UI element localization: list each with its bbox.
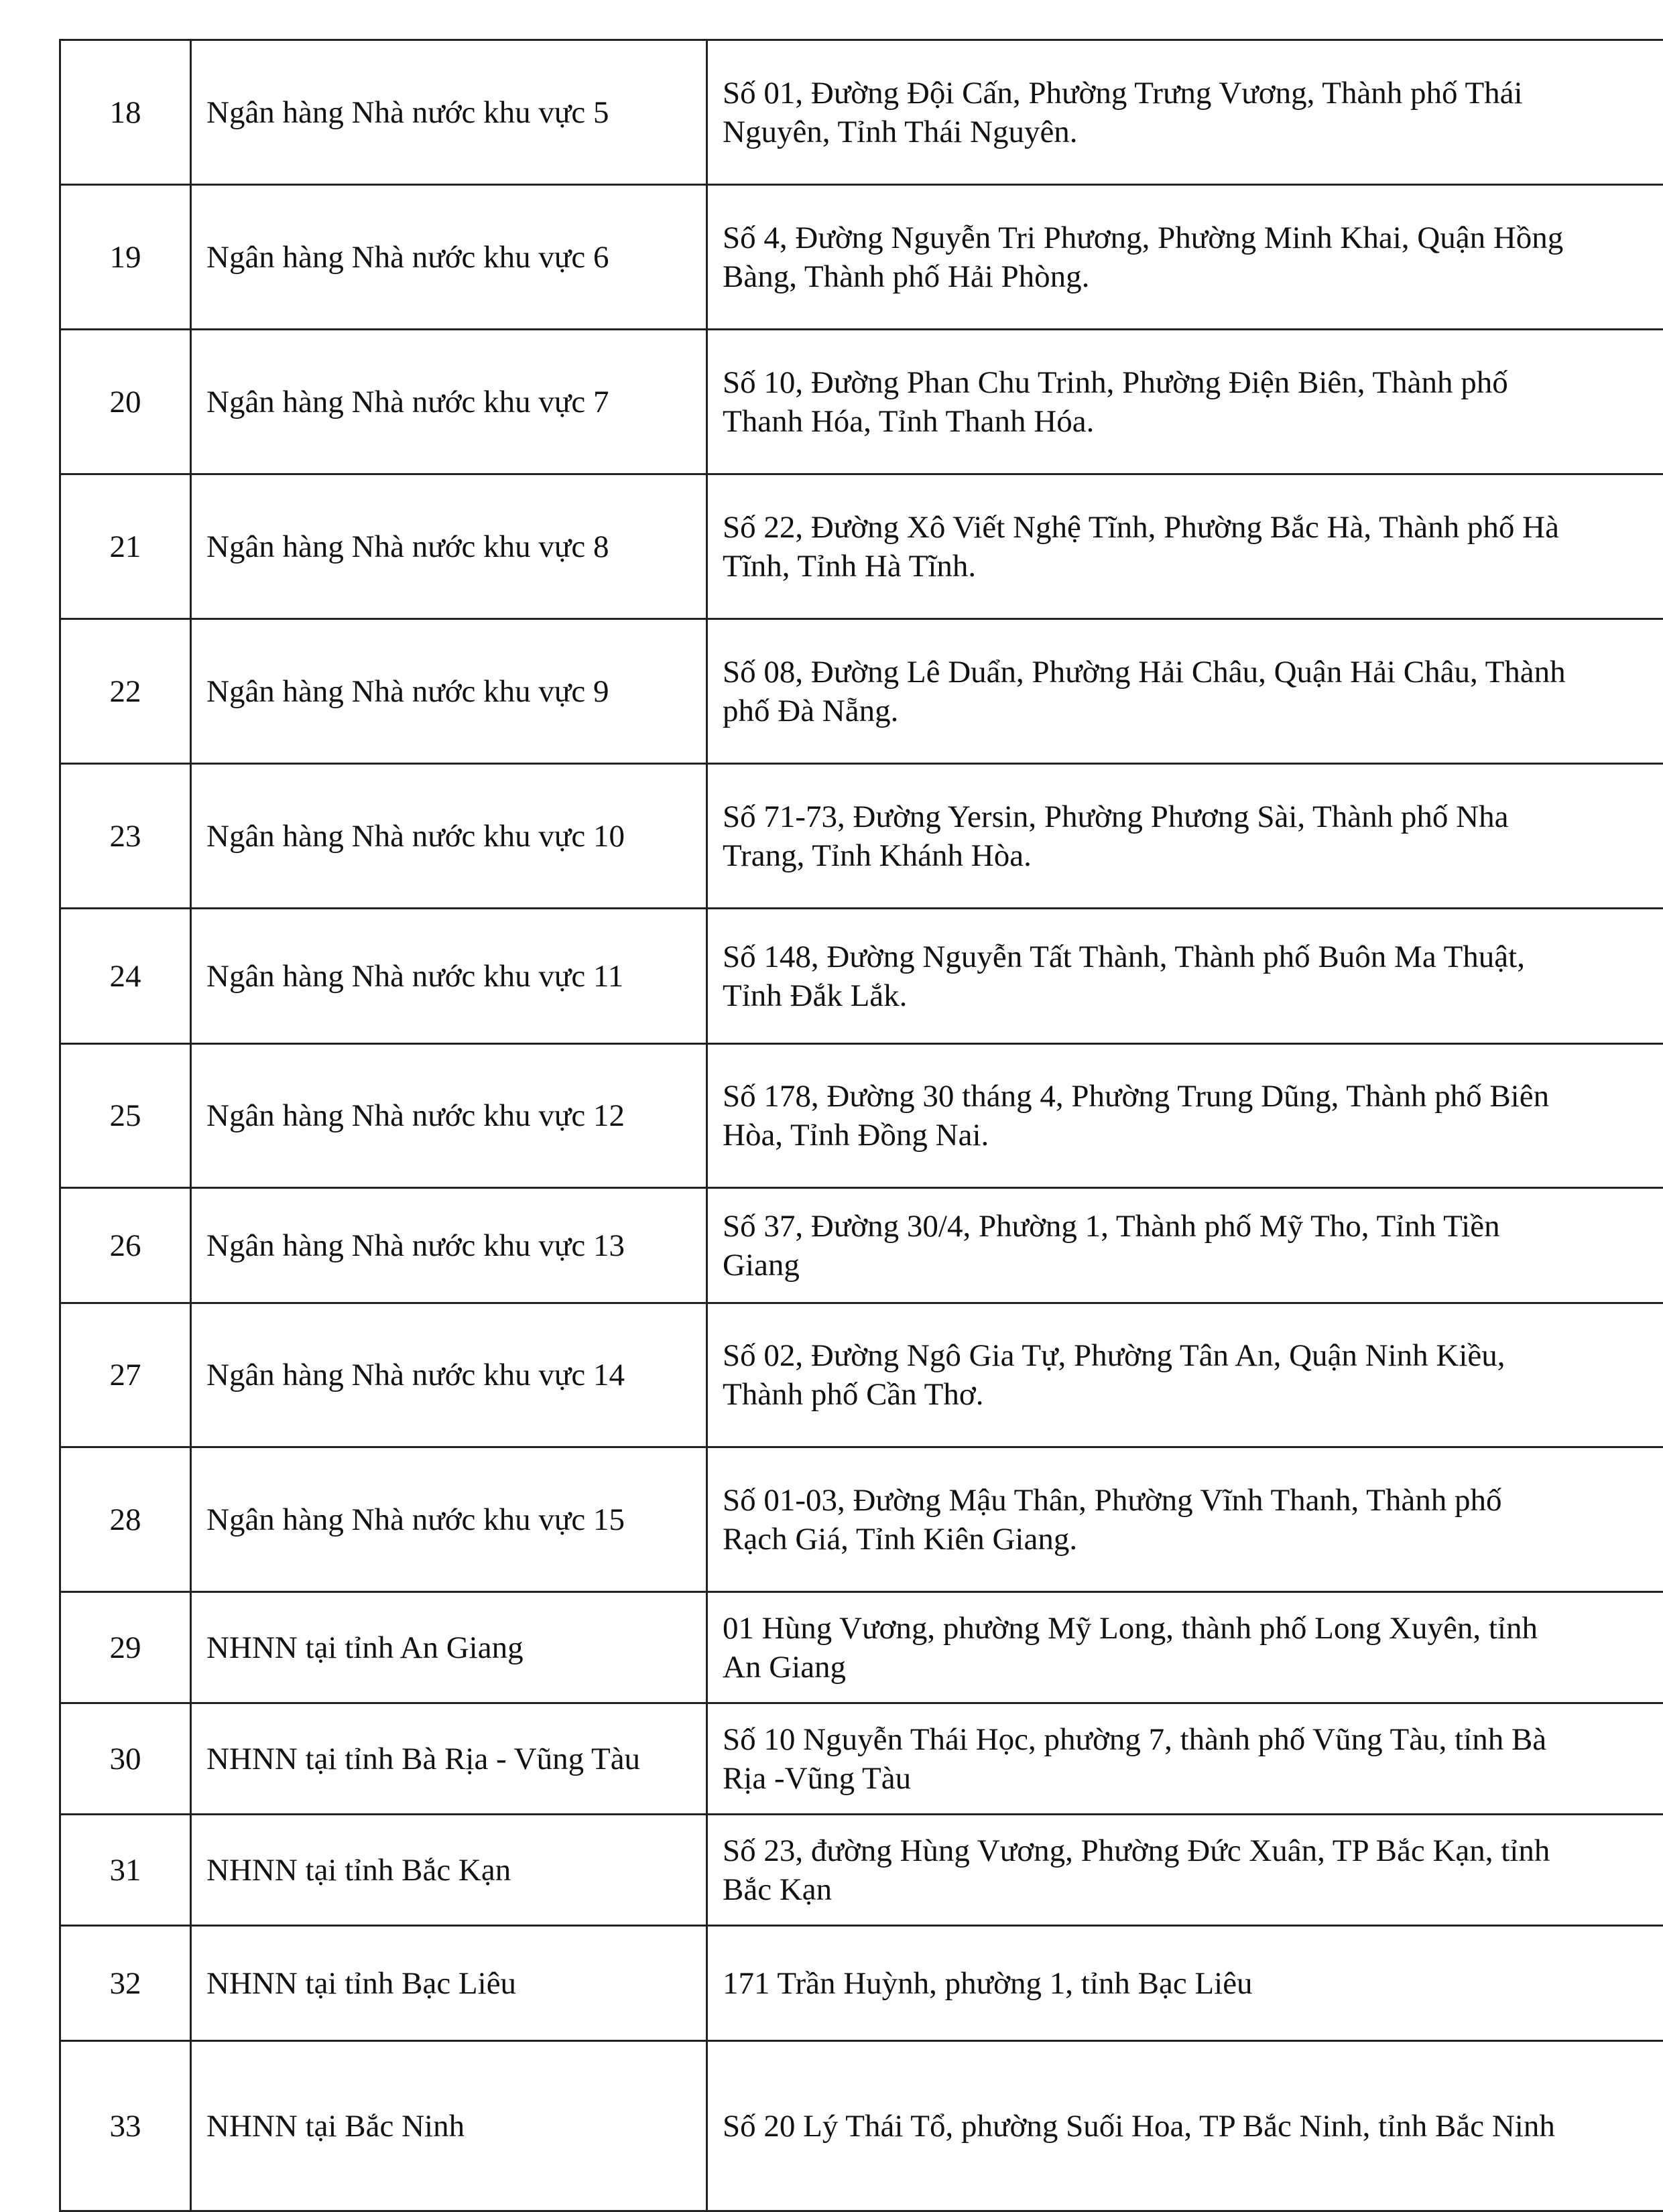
row-number: 18 <box>60 40 191 185</box>
branch-address <box>707 185 1663 330</box>
branch-name: NHNN tại tỉnh Bà Rịa - Vũng Tàu <box>191 1703 707 1815</box>
address-line: phố Đà Nẵng. <box>723 692 1656 730</box>
row-number: 22 <box>60 619 191 764</box>
branch-address <box>707 1926 1663 2041</box>
table-row <box>60 1044 1663 1188</box>
table-row <box>60 1447 1663 1592</box>
address-line: Số 08, Đường Lê Duẩn, Phường Hải Châu, Quận Hải Châu, Thành <box>723 653 1656 692</box>
table-row <box>60 909 1663 1044</box>
row-number: 27 <box>60 1303 191 1447</box>
address-line: Số 23, đường Hùng Vương, Phường Đức Xuân, TP Bắc Kạn, tỉnh <box>723 1831 1656 1870</box>
branch-address <box>707 40 1663 185</box>
address-line: Nguyên, Tỉnh Thái Nguyên. <box>723 113 1656 151</box>
branch-address <box>707 1592 1663 1703</box>
table-body <box>60 40 1663 2211</box>
address-line: 171 Trần Huỳnh, phường 1, tỉnh Bạc Liêu <box>723 1964 1656 2003</box>
branch-address <box>707 1815 1663 1926</box>
branch-address <box>707 474 1663 619</box>
address-line: Số 37, Đường 30/4, Phường 1, Thành phố Mỹ Tho, Tỉnh Tiền <box>723 1207 1656 1246</box>
row-number: 23 <box>60 764 191 909</box>
address-line: Bàng, Thành phố Hải Phòng. <box>723 257 1656 296</box>
row-number: 20 <box>60 330 191 474</box>
branch-name: NHNN tại Bắc Ninh <box>191 2041 707 2211</box>
table-row <box>60 330 1663 474</box>
address-line: 01 Hùng Vương, phường Mỹ Long, thành phố Long Xuyên, tỉnh <box>723 1609 1656 1648</box>
address-line: Thanh Hóa, Tỉnh Thanh Hóa. <box>723 402 1656 441</box>
address-line: Rịa -Vũng Tàu <box>723 1759 1656 1798</box>
address-line: Tỉnh Đắk Lắk. <box>723 976 1656 1015</box>
branch-name: Ngân hàng Nhà nước khu vực 15 <box>191 1447 707 1592</box>
address-line: Số 4, Đường Nguyễn Tri Phương, Phường Minh Khai, Quận Hồng <box>723 218 1656 257</box>
row-number: 26 <box>60 1188 191 1303</box>
branch-address <box>707 330 1663 474</box>
row-number: 25 <box>60 1044 191 1188</box>
table-row <box>60 40 1663 185</box>
address-line: Số 178, Đường 30 tháng 4, Phường Trung Dũng, Thành phố Biên <box>723 1077 1656 1116</box>
row-number: 30 <box>60 1703 191 1815</box>
address-line: Số 02, Đường Ngô Gia Tự, Phường Tân An, Quận Ninh Kiều, <box>723 1336 1656 1375</box>
row-number: 19 <box>60 185 191 330</box>
table-row <box>60 764 1663 909</box>
address-line: Bắc Kạn <box>723 1870 1656 1909</box>
address-line: Tĩnh, Tỉnh Hà Tĩnh. <box>723 547 1656 586</box>
table-row <box>60 619 1663 764</box>
branch-address <box>707 2041 1663 2211</box>
branch-name: Ngân hàng Nhà nước khu vực 14 <box>191 1303 707 1447</box>
branch-name: Ngân hàng Nhà nước khu vực 6 <box>191 185 707 330</box>
row-number: 28 <box>60 1447 191 1592</box>
row-number: 31 <box>60 1815 191 1926</box>
address-line: Số 10 Nguyễn Thái Học, phường 7, thành phố Vũng Tàu, tỉnh Bà <box>723 1720 1656 1759</box>
branch-address <box>707 1188 1663 1303</box>
table-row <box>60 1703 1663 1815</box>
document-page <box>59 39 1605 2212</box>
address-line: Số 20 Lý Thái Tổ, phường Suối Hoa, TP Bắc Ninh, tỉnh Bắc Ninh <box>723 2107 1656 2146</box>
branch-name: Ngân hàng Nhà nước khu vực 9 <box>191 619 707 764</box>
branch-name: NHNN tại tỉnh An Giang <box>191 1592 707 1703</box>
table-row <box>60 185 1663 330</box>
branch-address <box>707 1303 1663 1447</box>
branch-name: Ngân hàng Nhà nước khu vực 12 <box>191 1044 707 1188</box>
address-line: Số 01, Đường Đội Cấn, Phường Trưng Vương, Thành phố Thái <box>723 74 1656 113</box>
branch-address <box>707 1447 1663 1592</box>
table-row <box>60 1815 1663 1926</box>
row-number: 29 <box>60 1592 191 1703</box>
branch-address-table <box>59 39 1663 2212</box>
table-row <box>60 1926 1663 2041</box>
address-line: Rạch Giá, Tỉnh Kiên Giang. <box>723 1520 1656 1559</box>
address-line: Hòa, Tỉnh Đồng Nai. <box>723 1116 1656 1155</box>
row-number: 33 <box>60 2041 191 2211</box>
branch-address <box>707 1044 1663 1188</box>
address-line: Số 01-03, Đường Mậu Thân, Phường Vĩnh Thanh, Thành phố <box>723 1481 1656 1520</box>
branch-name: Ngân hàng Nhà nước khu vực 10 <box>191 764 707 909</box>
table-row <box>60 2041 1663 2211</box>
branch-name: Ngân hàng Nhà nước khu vực 8 <box>191 474 707 619</box>
address-line: Giang <box>723 1246 1656 1285</box>
branch-address <box>707 764 1663 909</box>
branch-name: Ngân hàng Nhà nước khu vực 7 <box>191 330 707 474</box>
table-row <box>60 474 1663 619</box>
address-line: Thành phố Cần Thơ. <box>723 1375 1656 1414</box>
row-number: 24 <box>60 909 191 1044</box>
row-number: 21 <box>60 474 191 619</box>
branch-address <box>707 1703 1663 1815</box>
table-row <box>60 1188 1663 1303</box>
address-line: Số 71-73, Đường Yersin, Phường Phương Sài, Thành phố Nha <box>723 797 1656 836</box>
address-line: Số 148, Đường Nguyễn Tất Thành, Thành phố Buôn Ma Thuật, <box>723 937 1656 976</box>
table-row <box>60 1303 1663 1447</box>
address-line: Trang, Tỉnh Khánh Hòa. <box>723 836 1656 875</box>
branch-address <box>707 619 1663 764</box>
table-row <box>60 1592 1663 1703</box>
branch-name: Ngân hàng Nhà nước khu vực 11 <box>191 909 707 1044</box>
branch-name: Ngân hàng Nhà nước khu vực 13 <box>191 1188 707 1303</box>
branch-address <box>707 909 1663 1044</box>
branch-name: NHNN tại tỉnh Bạc Liêu <box>191 1926 707 2041</box>
row-number: 32 <box>60 1926 191 2041</box>
address-line: Số 10, Đường Phan Chu Trinh, Phường Điện Biên, Thành phố <box>723 363 1656 402</box>
branch-name: Ngân hàng Nhà nước khu vực 5 <box>191 40 707 185</box>
address-line: An Giang <box>723 1648 1656 1687</box>
address-line: Số 22, Đường Xô Viết Nghệ Tĩnh, Phường Bắc Hà, Thành phố Hà <box>723 508 1656 547</box>
branch-name: NHNN tại tỉnh Bắc Kạn <box>191 1815 707 1926</box>
